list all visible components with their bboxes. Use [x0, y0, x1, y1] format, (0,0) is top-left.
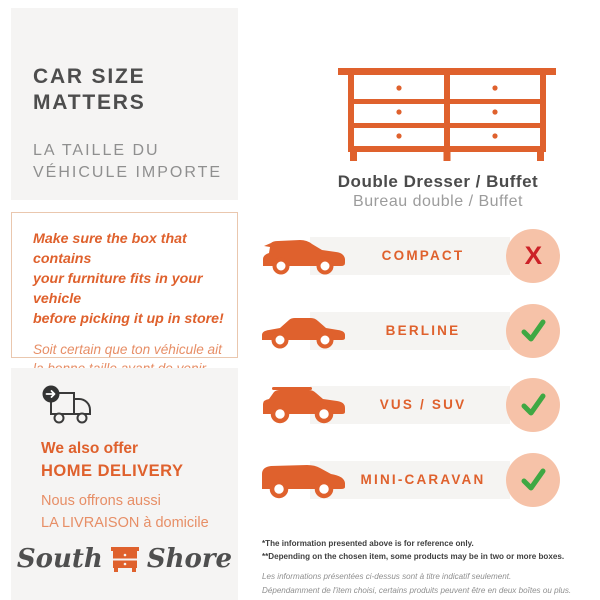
- fit-indicator-circle: [506, 453, 560, 507]
- home-delivery-text-french: [41, 490, 209, 534]
- delivery-fr-line-1: Nous offrons aussi: [41, 493, 161, 509]
- south-shore-logo: [11, 544, 238, 574]
- footnotes: [262, 537, 572, 597]
- delivery-en-line-2: HOME DELIVERY: [41, 462, 184, 480]
- page-title-french: [33, 140, 222, 184]
- notice-fr-line: Soit certain que ton véhicule ait: [33, 342, 222, 357]
- vehicle-label: VUS / SUV: [379, 397, 467, 412]
- minivan-car-icon: [258, 459, 348, 501]
- vehicle-row-suv: [258, 377, 560, 433]
- x-icon: X: [524, 241, 542, 270]
- check-icon: [518, 391, 548, 419]
- fit-indicator-circle: [506, 304, 560, 358]
- notice-text-english: [33, 229, 229, 329]
- footnote-fr-1: Les informations présentées ci-dessus sont à titre indicatif seulement.: [262, 571, 512, 581]
- product-name-french: Bureau double / Buffet: [353, 193, 523, 210]
- check-icon: [518, 466, 548, 494]
- fit-indicator-circle: [506, 378, 560, 432]
- vehicle-label: BERLINE: [385, 323, 461, 338]
- title-fr-line-1: LA TAILLE DU: [33, 142, 160, 159]
- vehicle-row-minivan: [258, 452, 560, 508]
- footnote-fr-2: Dépendamment de l'item choisi, certains produits peuvent être en deux boîtes ou plus.: [262, 584, 572, 595]
- fit-indicator-circle: [506, 229, 560, 283]
- product-name-english: Double Dresser / Buffet: [337, 172, 539, 191]
- home-delivery-text: [41, 438, 184, 482]
- compact-car-icon: [258, 235, 348, 277]
- vehicle-label: MINI-CARAVAN: [360, 472, 486, 487]
- title-panel: [11, 8, 238, 200]
- title-line-1: CAR SIZE: [33, 65, 146, 88]
- logo-word-south: South: [16, 544, 103, 574]
- vehicle-row-compact: [258, 228, 560, 284]
- vehicle-row-berline: [258, 303, 560, 359]
- footnote-en-1: *The information presented above is for reference only.: [262, 538, 474, 548]
- check-icon: [518, 317, 548, 345]
- dresser-logo-icon: [110, 545, 140, 573]
- double-dresser-icon: [338, 64, 556, 168]
- notice-en-line: before picking it up in store!: [33, 311, 224, 327]
- delivery-fr-line-2: LA LIVRAISON à domicile: [41, 515, 209, 531]
- notice-box: [11, 212, 238, 358]
- sedan-car-icon: [258, 310, 348, 352]
- title-line-2: MATTERS: [33, 91, 146, 114]
- notice-en-line: your furniture fits in your vehicle: [33, 271, 203, 307]
- delivery-truck-icon: [38, 383, 98, 431]
- footnote-en-2: **Depending on the chosen item, some products may be in two or more boxes.: [262, 550, 565, 561]
- notice-en-line: Make sure the box that contains: [33, 231, 187, 267]
- logo-word-shore: Shore: [146, 544, 233, 574]
- title-fr-line-2: VÉHICULE IMPORTE: [33, 164, 223, 181]
- vehicle-label: COMPACT: [381, 248, 465, 263]
- suv-car-icon: [258, 384, 348, 426]
- home-delivery-panel: [11, 368, 238, 600]
- page-title: [33, 64, 146, 116]
- delivery-en-line-1: We also offer: [41, 440, 139, 457]
